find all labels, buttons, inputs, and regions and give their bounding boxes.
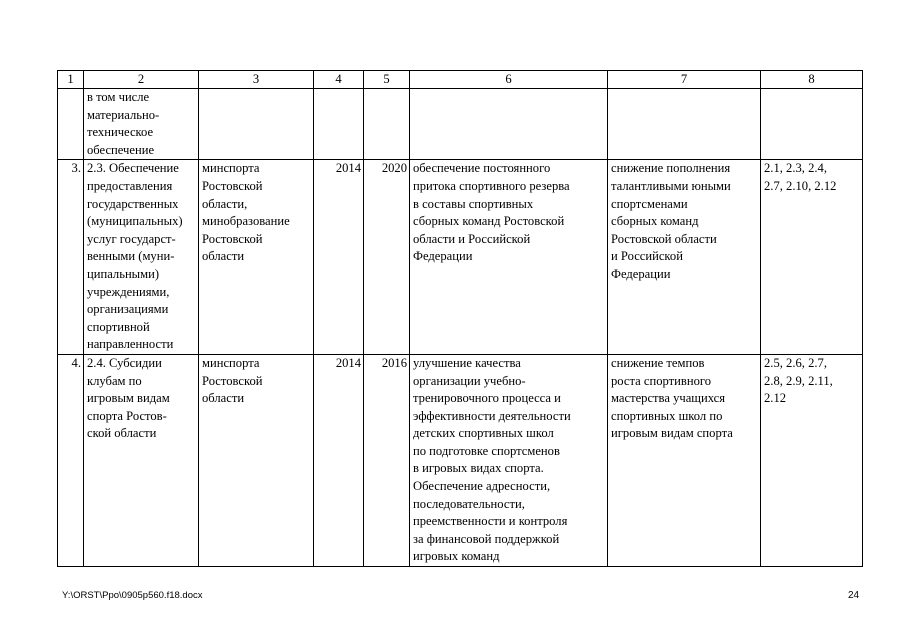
cell-text-line: талантливыми юными: [611, 178, 731, 193]
cell-text-line: 2.5, 2.6, 2.7,: [764, 355, 827, 370]
cell-text-line: сборных команд: [611, 214, 699, 229]
cell-text-line: Ростовской области: [611, 231, 717, 246]
cell-text-line: спорта Ростов-: [87, 408, 167, 423]
cell-text-line: спортивных школ по: [611, 408, 723, 423]
table-row: [58, 354, 863, 566]
cell-text-line: Федерации: [611, 266, 671, 281]
executor-cell: [199, 354, 314, 566]
cell-text-line: предоставления: [87, 178, 173, 193]
cell-text-line: сборных команд Ростовской: [413, 214, 565, 229]
cell-text-line: снижение темпов: [611, 355, 705, 370]
cell-text-line: организациями: [87, 302, 169, 317]
cell-text-line: в составы спортивных: [413, 196, 534, 211]
expected-result-cell: [410, 89, 608, 160]
cell-text-line: за финансовой поддержкой: [413, 531, 560, 546]
indicators-cell: [761, 354, 863, 566]
cell-text-line: техническое: [87, 125, 154, 140]
start-year-cell: [314, 89, 364, 160]
indicators-cell: [761, 160, 863, 355]
cell-text-line: Ростовской: [202, 178, 263, 193]
cell-text-line: последовательности,: [413, 496, 525, 511]
cell-text-line: обеспечение постоянного: [413, 161, 551, 176]
header-cell: 3: [199, 71, 314, 89]
cell-text-line: услуг государст-: [87, 231, 176, 246]
cell-text-line: Федерации: [413, 249, 473, 264]
cell-text-line: в игровых видах спорта.: [413, 461, 544, 476]
cell-text-line: ципальными): [87, 266, 160, 281]
expected-result-cell: [410, 354, 608, 566]
header-cell: 6: [410, 71, 608, 89]
consequence-cell: [608, 160, 761, 355]
end-year-cell: [364, 89, 410, 160]
cell-text-line: материально-: [87, 107, 160, 122]
header-cell: 8: [761, 71, 863, 89]
cell-text-line: мастерства учащихся: [611, 391, 726, 406]
cell-text-line: 2.4. Субсидии: [87, 355, 162, 370]
cell-text-line: 2.8, 2.9, 2.11,: [764, 373, 833, 388]
cell-text-line: 2.3. Обеспечение: [87, 161, 179, 176]
row-number-cell: 4.: [58, 354, 84, 566]
indicators-cell: [761, 89, 863, 160]
cell-text-line: и Российской: [611, 249, 683, 264]
cell-text-line: Ростовской: [202, 373, 263, 388]
cell-text-line: области: [202, 391, 245, 406]
table-row: [58, 89, 863, 160]
header-cell: 2: [84, 71, 199, 89]
cell-text-line: 2.1, 2.3, 2.4,: [764, 161, 827, 176]
consequence-cell: [608, 89, 761, 160]
cell-text-line: спортсменами: [611, 196, 688, 211]
header-cell: 7: [608, 71, 761, 89]
cell-text-line: 2.7, 2.10, 2.12: [764, 178, 837, 193]
cell-text-line: спортивной: [87, 319, 150, 334]
cell-text-line: минспорта: [202, 355, 260, 370]
row-number-cell: 3.: [58, 160, 84, 355]
cell-text-line: игровым видам спорта: [611, 426, 733, 441]
executor-cell: [199, 89, 314, 160]
executor-cell: [199, 160, 314, 355]
cell-text-line: учреждениями,: [87, 284, 170, 299]
cell-text-line: области,: [202, 196, 248, 211]
end-year-cell: 2016: [364, 354, 410, 566]
header-cell: 5: [364, 71, 410, 89]
cell-text-line: в том числе: [87, 90, 150, 104]
cell-text-line: (муниципальных): [87, 214, 183, 229]
cell-text-line: Обеспечение адресности,: [413, 479, 551, 494]
start-year-cell: 2014: [314, 160, 364, 355]
cell-text-line: минспорта: [202, 161, 260, 176]
cell-text-line: 2.12: [764, 391, 787, 406]
cell-text-line: области и Российской: [413, 231, 531, 246]
end-year-cell: 2020: [364, 160, 410, 355]
event-cell: [84, 160, 199, 355]
cell-text-line: направленности: [87, 337, 174, 352]
table-row: [58, 160, 863, 355]
cell-text-line: по подготовке спортсменов: [413, 443, 560, 458]
cell-text-line: клубам по: [87, 373, 142, 388]
cell-text-line: тренировочного процесса и: [413, 391, 561, 406]
program-table: [57, 70, 863, 567]
cell-text-line: Ростовской: [202, 231, 263, 246]
page-number: 24: [848, 590, 860, 601]
start-year-cell: 2014: [314, 354, 364, 566]
file-path: Y:\ORST\Ppo\0905p560.f18.docx: [62, 590, 203, 601]
cell-text-line: государственных: [87, 196, 179, 211]
table-header-row: [58, 71, 863, 89]
cell-text-line: детских спортивных школ: [413, 426, 554, 441]
cell-text-line: организации учебно-: [413, 373, 526, 388]
cell-text-line: снижение пополнения: [611, 161, 731, 176]
event-cell: [84, 354, 199, 566]
cell-text-line: преемственности и контроля: [413, 514, 568, 529]
cell-text-line: обеспечение: [87, 142, 155, 157]
cell-text-line: игровым видам: [87, 391, 170, 406]
cell-text-line: игровых команд: [413, 549, 500, 564]
cell-text-line: венными (муни-: [87, 249, 175, 264]
cell-text-line: минобразование: [202, 214, 290, 229]
cell-text-line: роста спортивного: [611, 373, 712, 388]
event-cell: [84, 89, 199, 160]
cell-text-line: эффективности деятельности: [413, 408, 571, 423]
expected-result-cell: [410, 160, 608, 355]
cell-text-line: улучшение качества: [413, 355, 521, 370]
cell-text-line: ской области: [87, 426, 157, 441]
consequence-cell: [608, 354, 761, 566]
cell-text-line: области: [202, 249, 245, 264]
cell-text-line: притока спортивного резерва: [413, 178, 570, 193]
header-cell: 4: [314, 71, 364, 89]
row-number-cell: [58, 89, 84, 160]
header-cell: 1: [58, 71, 84, 89]
